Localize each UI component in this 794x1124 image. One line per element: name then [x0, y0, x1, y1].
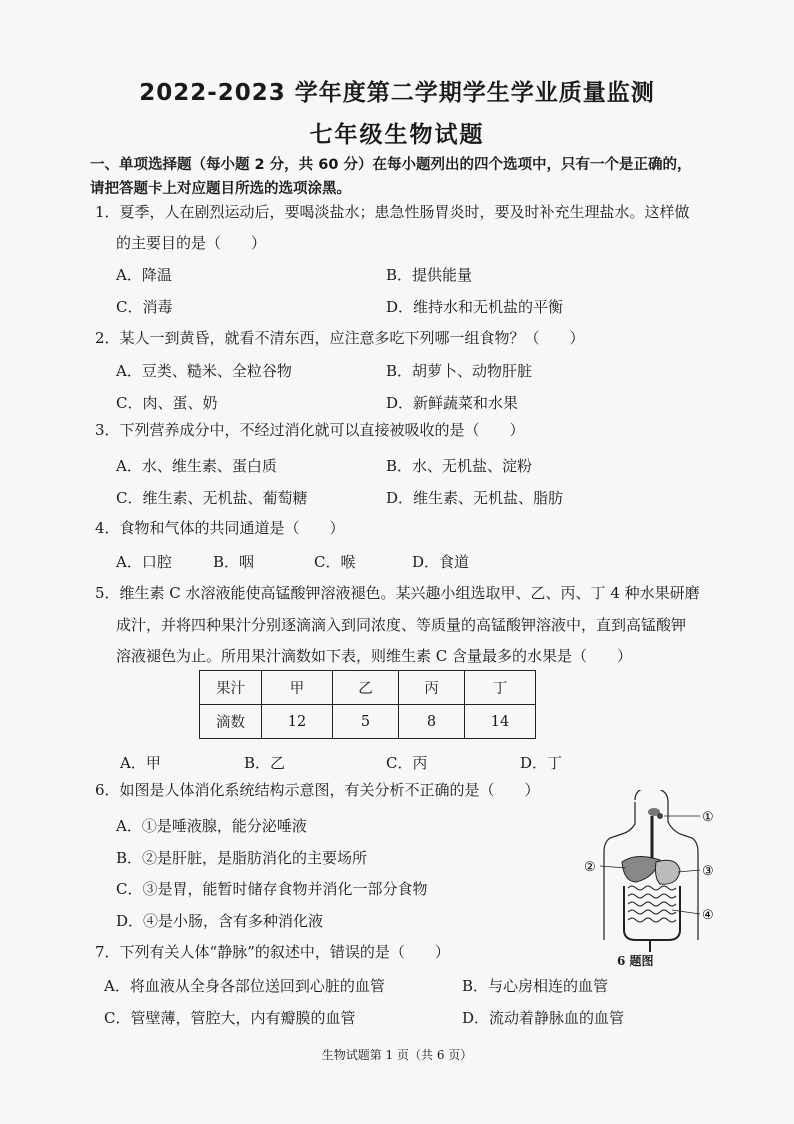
q5-option-c: C．丙	[386, 754, 428, 772]
q1-option-c: C．消毒	[116, 298, 173, 316]
figure-label-4: ④	[702, 908, 714, 923]
q4-option-a: A．口腔	[116, 553, 172, 571]
q2-option-c: C．肉、蛋、奶	[116, 394, 218, 412]
q6-option-a: A．①是唾液腺，能分泌唾液	[116, 817, 307, 835]
table-row	[200, 705, 536, 739]
table-row	[200, 671, 536, 705]
table-cell: 12	[262, 705, 333, 739]
table-cell: 丙	[399, 671, 465, 705]
table-cell: 5	[333, 705, 399, 739]
q5-option-b: B．乙	[244, 754, 286, 772]
digestive-system-diagram	[580, 790, 730, 970]
q2-option-b: B．胡萝卜、动物肝脏	[386, 362, 533, 380]
exam-subtitle: 七年级生物试题	[309, 122, 485, 148]
question-3-stem: 3．下列营养成分中，不经过消化就可以直接被吸收的是（ ）	[95, 421, 525, 439]
figure-label-2: ②	[584, 860, 596, 875]
q2-option-d: D．新鲜蔬菜和水果	[386, 394, 519, 412]
juice-drops-table	[199, 670, 536, 739]
q4-option-d: D．食道	[412, 553, 470, 571]
q4-option-c: C．喉	[314, 553, 356, 571]
q5-option-a: A．甲	[120, 754, 161, 772]
question-4-stem: 4．食物和气体的共同通道是（ ）	[95, 519, 345, 537]
table-cell: 8	[399, 705, 465, 739]
q7-option-a: A．将血液从全身各部位送回到心脏的血管	[104, 977, 385, 995]
q4-option-b: B．咽	[213, 553, 255, 571]
table-cell: 乙	[333, 671, 399, 705]
table-cell: 滴数	[200, 705, 262, 739]
question-5-line-3: 溶液褪色为止。所用果汁滴数如下表，则维生素 C 含量最多的水果是（ ）	[116, 647, 633, 665]
q5-option-d: D．丁	[520, 754, 563, 772]
q7-option-b: B．与心房相连的血管	[462, 977, 609, 995]
table-cell: 14	[465, 705, 536, 739]
figure-label-1: ①	[702, 810, 714, 825]
question-1-line-1: 1．夏季，人在剧烈运动后，要喝淡盐水；患急性肠胃炎时，要及时补充生理盐水。这样做	[95, 203, 690, 221]
question-5-line-2: 成汁，并将四种果汁分别逐滴滴入到同浓度、等质量的高锰酸钾溶液中，直到高锰酸钾	[116, 616, 687, 634]
q1-option-a: A．降温	[116, 266, 172, 284]
q6-option-c: C．③是胃，能暂时储存食物并消化一部分食物	[116, 880, 428, 898]
section-line-1: 一、单项选择题（每小题 2 分，共 60 分）在每小题列出的四个选项中，只有一个是正确的，	[90, 157, 692, 173]
q7-option-c: C．管壁薄，管腔大，内有瓣膜的血管	[104, 1009, 356, 1027]
q6-option-d: D．④是小肠，含有多种消化液	[116, 912, 324, 930]
exam-title: 2022-2023 学年度第二学期学生学业质量监测	[139, 80, 655, 106]
page-footer: 生物试题第 1 页（共 6 页）	[321, 1048, 473, 1062]
q6-option-b: B．②是肝脏，是脂肪消化的主要场所	[116, 849, 368, 867]
table-cell: 甲	[262, 671, 333, 705]
question-2-stem: 2．某人一到黄昏，就看不清东西，应注意多吃下列哪一组食物？（ ）	[95, 329, 585, 347]
figure-caption: 6 题图	[617, 954, 654, 968]
q3-option-a: A．水、维生素、蛋白质	[116, 457, 277, 475]
q3-option-b: B．水、无机盐、淀粉	[386, 457, 533, 475]
q7-option-d: D．流动着静脉血的血管	[462, 1009, 625, 1027]
question-1-line-2: 的主要目的是（ ）	[116, 234, 267, 252]
table-cell: 果汁	[200, 671, 262, 705]
section-line-2: 请把答题卡上对应题目所选的选项涂黑。	[90, 181, 351, 197]
question-7-stem: 7．下列有关人体“静脉”的叙述中，错误的是（ ）	[95, 943, 450, 961]
q3-option-c: C．维生素、无机盐、葡萄糖	[116, 489, 308, 507]
q1-option-d: D．维持水和无机盐的平衡	[386, 298, 564, 316]
section-instructions	[90, 153, 730, 201]
question-5-line-1: 5．维生素 C 水溶液能使高锰酸钾溶液褪色。某兴趣小组选取甲、乙、丙、丁 4 种水果研磨	[95, 584, 700, 602]
question-6-stem: 6．如图是人体消化系统结构示意图，有关分析不正确的是（ ）	[95, 781, 540, 799]
table-cell: 丁	[465, 671, 536, 705]
q3-option-d: D．维生素、无机盐、脂肪	[386, 489, 564, 507]
q2-option-a: A．豆类、糙米、全粒谷物	[116, 362, 292, 380]
figure-label-3: ③	[702, 864, 714, 879]
q1-option-b: B．提供能量	[386, 266, 473, 284]
